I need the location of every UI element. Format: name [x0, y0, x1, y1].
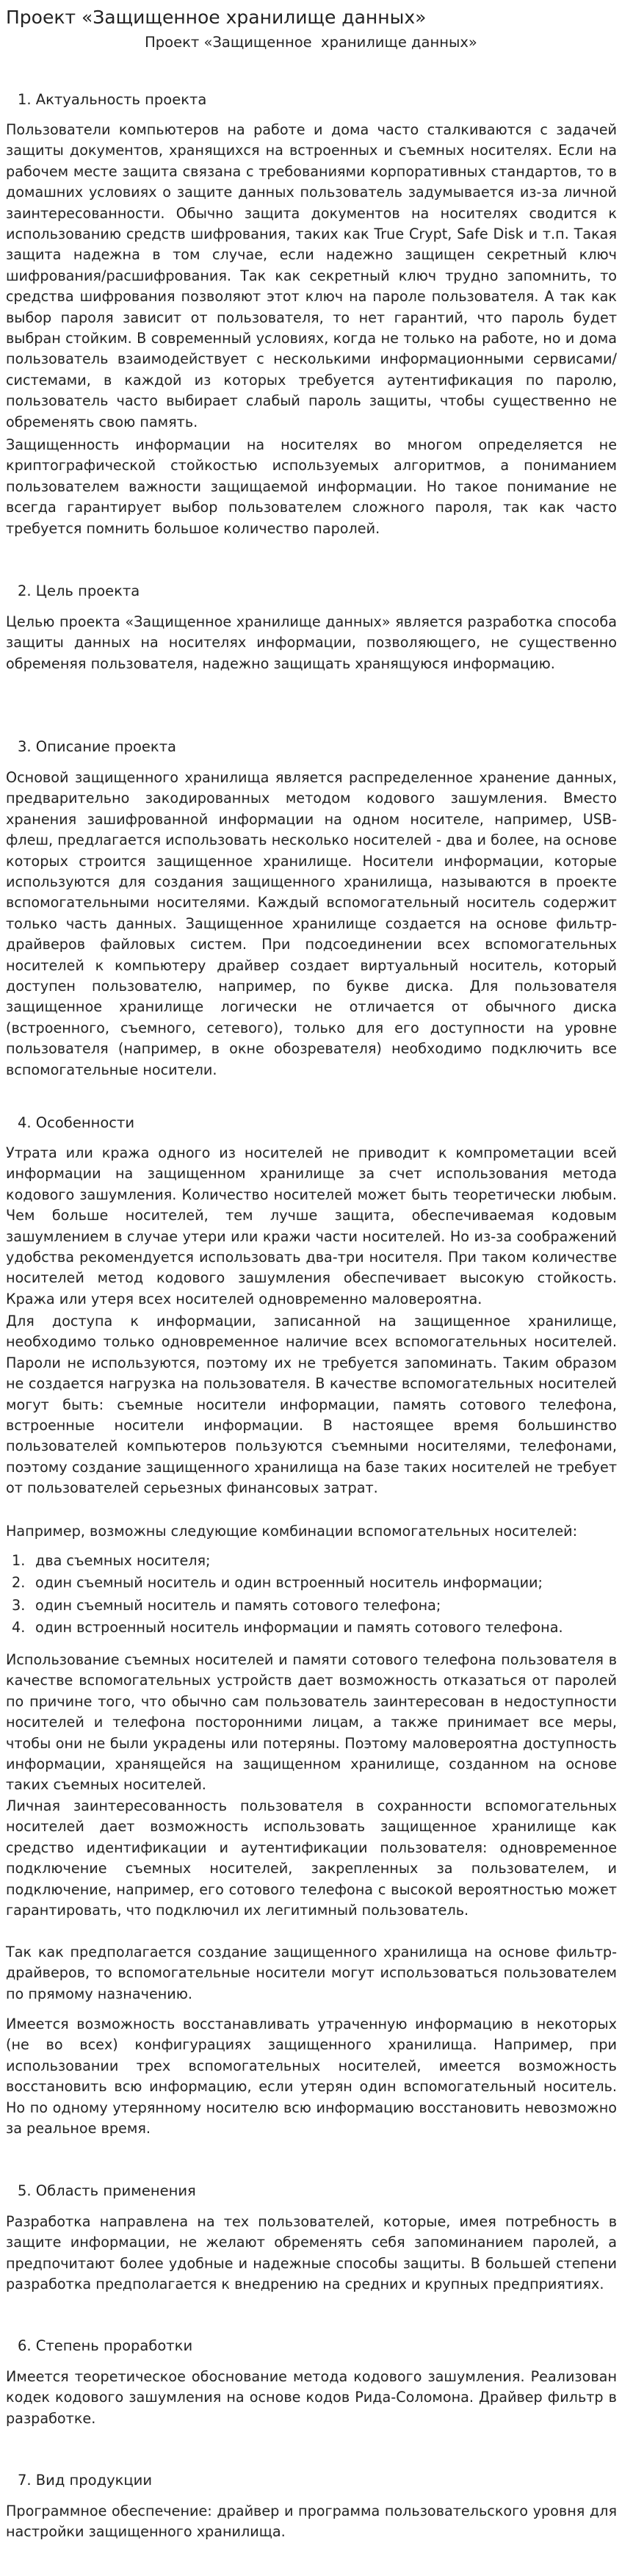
list-item-number: 4.: [12, 1618, 26, 1636]
paragraph: Так как предполагается создание защищенного хранилища на основе фильтр-драйверов, то вспомогательные носители могут использоваться пользователем по прямому назначению.: [6, 1944, 622, 2002]
paragraph: Защищенность информации на носителях во многом определяется не криптографической стойкостью используемых алгоритмов, а пониманием пользователем важности защищаемой информации. Но такое понимание не всегда гарантирует выбор пользователем сложного пароля, так как часто требуется помнить большое количество паролей.: [6, 436, 622, 537]
section-heading-scope: 5. Область применения: [18, 2182, 196, 2199]
section-heading-relevance: 1. Актуальность проекта: [18, 91, 207, 108]
paragraph: Целью проекта «Защищенное хранилище данных» является разработка способа защиты данных на носителях информации, позволяющего, не существенно обременяя пользователя, надежно защищать хранящуюся информацию.: [6, 613, 622, 672]
list-item: [6, 1572, 617, 1594]
list-item-text: два съемных носителя;: [35, 1552, 211, 1569]
section-heading-maturity: 6. Степень проработки: [18, 2337, 193, 2354]
carrier-combinations-list: [6, 1550, 617, 1639]
list-item-text: один съемный носитель и один встроенный носитель информации;: [35, 1574, 543, 1592]
list-item: [6, 1550, 617, 1572]
paragraph: Программное обеспечение: драйвер и программа пользовательского уровня для настройки защищенного хранилища.: [6, 2503, 622, 2541]
section-heading-product-type: 7. Вид продукции: [18, 2472, 153, 2489]
paragraph: Имеется теоретическое обоснование метода кодового зашумления. Реализован кодек кодового зашумления на основе кодов Рида-Соломона. Драйвер фильтр в разработке.: [6, 2368, 622, 2427]
page-title: Проект «Защищенное хранилище данных»: [6, 7, 427, 28]
paragraph: Например, возможны следующие комбинации вспомогательных носителей:: [6, 1523, 578, 1540]
document-subtitle: Проект «Защищенное хранилище данных»: [145, 34, 477, 51]
list-item-number: 3.: [12, 1596, 26, 1614]
paragraph: Личная заинтересованность пользователя в сохранности вспомогательных носителей дает возможность использовать защищенное хранилище как средство идентификации и аутентификации пользователя: одновременное подключение съемных носителей, закрепленных за пользователем, и подключение, например, его сотового телефона с высокой вероятностью может гарантировать, что подключил их легитимный пользователь.: [6, 1797, 622, 1919]
section-heading-description: 3. Описание проекта: [18, 738, 177, 755]
paragraph: Пользователи компьютеров на работе и дома часто сталкиваются с задачей защиты документов, хранящихся на встроенных и съемных носителях. Если на рабочем месте защита связана с требованиями корпоративных стандартов, то в домашних условиях о защите данных пользователь задумывается из-за личной заинтересованности. Обычно защита документов на носителях сводится к использованию средств шифрования, таких как True Crypt, Safe Disk и т.п. Такая защита надежна в том случае, если надежно защищен секретный ключ шифрования/расшифрования. Так как секретный ключ трудно запомнить, то средства шифрования позволяют этот ключ на пароле пользователя. А так как выбор пароля зависит от пользователя, то нет гарантий, что пароль будет выбран стойким. В современный условиях, когда не только на работе, но и дома пользователь взаимодействует с несколькими информационными сервисами/системами, в каждой из которых требуется аутентификация по паролю, пользователь часто выбирает слабый пароль защиты, чтобы существенно не обременять свою память.: [6, 121, 622, 430]
list-item-text: один встроенный носитель информации и память сотового телефона.: [35, 1618, 563, 1636]
list-item-text: один съемный носитель и память сотового телефона;: [35, 1596, 441, 1614]
paragraph: Имеется возможность восстанавливать утраченную информацию в некоторых (не во всех) конфигурациях защищенного хранилища. Например, при использовании трех вспомогательных носителей, имеется возможность восстановить всю информацию, если утерян один вспомогательный носитель. Но по одному утерянному носителю всю информацию восстановить невозможно за реальное время.: [6, 2016, 622, 2137]
paragraph: Для доступа к информации, записанной на защищенное хранилище, необходимо только одновременное наличие всех вспомогательных носителей. Пароли не используются, поэтому их не требуется запоминать. Таким образом не создается нагрузка на пользователя. В качестве вспомогательных носителей могут быть: съемные носители информации, память сотового телефона, встроенные носители информации. В настоящее время большинство пользователей компьютеров пользуются съемными носителями, телефонами, поэтому создание защищенного хранилища на базе таких носителей не требует от пользователей серьезных финансовых затрат.: [6, 1313, 622, 1497]
list-item-number: 2.: [12, 1574, 26, 1592]
paragraph: Утрата или кража одного из носителей не приводит к компрометации всей информации на защищенном хранилище за счет использования метода кодового зашумления. Количество носителей может быть теоретически любым. Чем больше носителей, тем лучше защита, обеспечиваемая кодовым зашумлением в случае утери или кражи части носителей. Но из-за соображений удобства рекомендуется использовать два-три носителя. При таком количестве носителей метод кодового зашумления обеспечивает высокую стойкость. Кража или утеря всех носителей одновременно маловероятна.: [6, 1144, 622, 1307]
list-item: [6, 1595, 617, 1617]
paragraph: Разработка направлена на тех пользователей, которые, имея потребность в защите информации, не желают обременять себя запоминанием паролей, а предпочитают более удобные и надежные способы защиты. В большей степени разработка предполагается к внедрению на средних и крупных предприятиях.: [6, 2213, 622, 2293]
paragraph: Основой защищенного хранилища является распределенное хранение данных, предварительно закодированных методом кодового зашумления. Вместо хранения зашифрованной информации на одном носителе, например, USB-флеш, предлагается использовать несколько носителей - два и более, на основе которых строится защищенное хранилище. Носители информации, которые используются для создания защищенного хранилища, называются в проекте вспомогательными носителями. Каждый вспомогательный носитель содержит только часть данных. Защищенное хранилище создается на основе фильтр-драйверов файловых систем. При подсоединении всех вспомогательных носителей к компьютеру драйвер создает виртуальный носитель, который доступен пользователю, например, по букве диска. Для пользователя защищенное хранилище логически не отличается от обычного диска (встроенного, съемного, сетевого), только для его доступности на уровне пользователя (например, в окне обозревателя) необходимо подключить все вспомогательные носители.: [6, 769, 622, 1078]
list-item-number: 1.: [12, 1552, 26, 1569]
section-heading-features: 4. Особенности: [18, 1114, 135, 1131]
paragraph: Использование съемных носителей и памяти сотового телефона пользователя в качестве вспомогательных устройств дает возможность отказаться от паролей по причине того, что обычно сам пользователь заинтересован в недоступности носителей и телефона посторонними лицам, а также принимает все меры, чтобы они не были украдены или потеряны. Поэтому маловероятна доступность информации, хранящейся на защищенном хранилище, созданном на основе таких съемных носителей.: [6, 1651, 622, 1794]
list-item: [6, 1617, 617, 1639]
section-heading-goal: 2. Цель проекта: [18, 582, 140, 599]
